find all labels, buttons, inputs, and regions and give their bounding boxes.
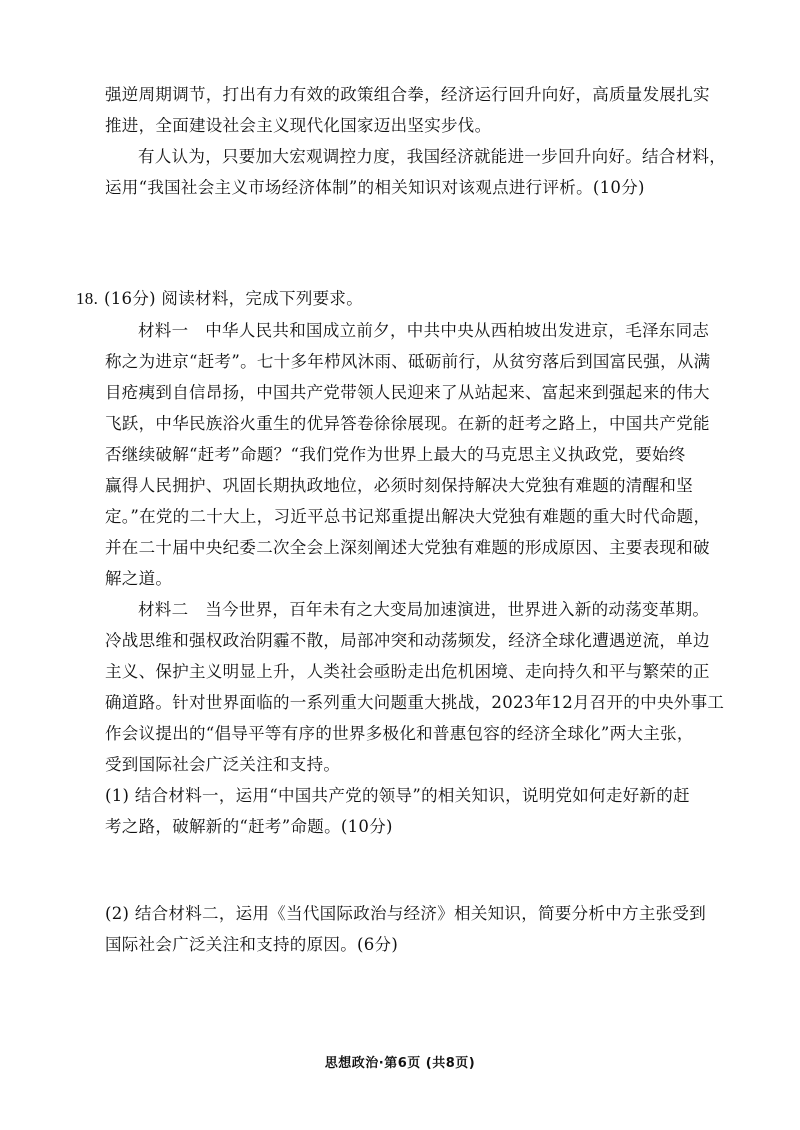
subquestion-2-line: 国际社会广泛关注和支持的原因。(6分) bbox=[105, 935, 399, 954]
material1-line: 并在二十届中央纪委二次全会上深刻阐述大党独有难题的形成原因、主要表现和破 bbox=[105, 538, 710, 557]
material2-line: 作会议提出的“倡导平等有序的世界多极化和普惠包容的经济全球化”两大主张， bbox=[105, 724, 694, 743]
q17-line-1: 强逆周期调节，打出有力有效的政策组合拳，经济运行回升向好，高质量发展扎实 bbox=[105, 85, 710, 104]
material1-line: 解之道。 bbox=[105, 569, 173, 588]
material2-line: 材料二 当今世界，百年未有之大变局加速演进，世界进入新的动荡变革期。 bbox=[138, 600, 710, 619]
material1-line: 飞跃，中华民族浴火重生的优异答卷徐徐展现。在新的赶考之路上，中国共产党能 bbox=[105, 414, 710, 433]
material1-line: 称之为进京“赶考”。七十多年栉风沐雨、砥砺前行，从贫穷落后到国富民强，从满 bbox=[105, 352, 711, 371]
material1-line: 否继续破解“赶考”命题？“我们党作为世界上最大的马克思主义执政党，要始终 bbox=[105, 445, 686, 464]
material1-line: 定。”在党的二十大上，习近平总书记郑重提出解决大党独有难题的重大时代命题， bbox=[105, 507, 711, 526]
q17-line-3: 有人认为，只要加大宏观调控力度，我国经济就能进一步回升向好。结合材料， bbox=[138, 147, 726, 166]
material2-line: 主义、保护主义明显上升，人类社会亟盼走出危机困境、走向持久和平与繁荣的正 bbox=[105, 662, 710, 681]
material2-line: 受到国际社会广泛关注和支持。 bbox=[105, 755, 341, 774]
q17-line-4: 运用“我国社会主义市场经济体制”的相关知识对该观点进行评析。(10分) bbox=[105, 178, 645, 197]
material1-line: 赢得人民拥护、巩固长期执政地位，必须时刻保持解决大党独有难题的清醒和坚 bbox=[105, 476, 693, 495]
subquestion-1-line: 考之路，破解新的“赶考”命题。(10分) bbox=[105, 817, 393, 836]
q18-number: 18. bbox=[76, 289, 99, 308]
subquestion-1-line: (1) 结合材料一，运用“中国共产党的领导”的相关知识，说明党如何走好新的赶 bbox=[105, 786, 690, 805]
q17-line-2: 推进，全面建设社会主义现代化国家迈出坚实步伐。 bbox=[105, 116, 492, 135]
subquestion-2-line: (2) 结合材料二，运用《当代国际政治与经济》相关知识，简要分析中方主张受到 bbox=[105, 904, 707, 923]
q18-header: (16分) 阅读材料，完成下列要求。 bbox=[104, 289, 364, 308]
material1-line: 目疮痍到自信昂扬，中国共产党带领人民迎来了从站起来、富起来到强起来的伟大 bbox=[105, 383, 710, 402]
page-footer: 思想政治·第6页 (共8页) bbox=[324, 1056, 476, 1071]
material2-line: 确道路。针对世界面临的一系列重大问题重大挑战，2023年12月召开的中央外事工 bbox=[105, 693, 725, 712]
material2-line: 冷战思维和强权政治阴霾不散，局部冲突和动荡频发，经济全球化遭遇逆流，单边 bbox=[105, 631, 710, 650]
material1-line: 材料一 中华人民共和国成立前夕，中共中央从西柏坡出发进京，毛泽东同志 bbox=[138, 321, 710, 340]
